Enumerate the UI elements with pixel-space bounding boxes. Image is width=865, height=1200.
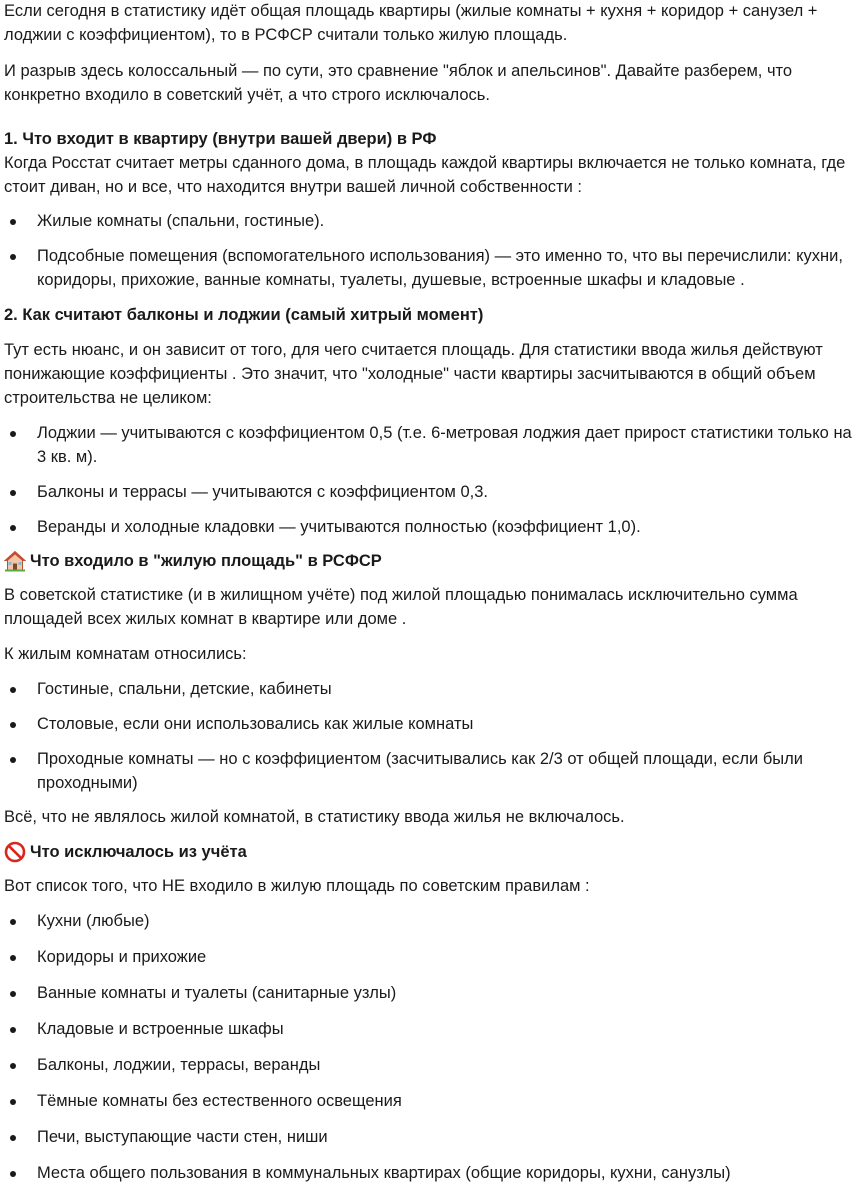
section1-text: Когда Росстат считает метры сданного дома, в площадь каждой квартиры включается не только комната, где стоит диван, но и все, что находится внутри вашей личной собственности : [4,154,846,196]
list-item: Гостиные, спальни, детские, кабинеты [4,677,854,701]
bullet-icon [10,1063,16,1069]
list-item: Печи, выступающие части стен, ниши [4,1125,854,1149]
bullet-icon [10,1135,16,1141]
section3-text: В советской статистике (и в жилищном учёте) под жилой площадью понималась исключительно сумма площадей всех жилых комнат в квартире или доме . [4,586,798,628]
list-item: Кладовые и встроенные шкафы [4,1017,854,1041]
bullet-icon [10,254,16,260]
intro-paragraph-2: И разрыв здесь колоссальный — по сути, это сравнение "яблок и апельсинов". Давайте разберем, что конкретно входило в советский учёт, а что строго исключалось. [4,62,793,104]
intro-paragraph-1: Если сегодня в статистику идёт общая площадь квартиры (жилые комнаты + кухня + коридор + санузел + лоджии с коэффициентом), то в РСФСР считали только жилую площадь. [4,2,818,44]
list-item: Ванные комнаты и туалеты (санитарные узлы) [4,981,854,1005]
section3-closing: Всё, что не являлось жилой комнатой, в статистику ввода жилья не включалось. [4,808,625,826]
section4-text: Вот список того, что НЕ входило в жилую площадь по советским правилам : [4,877,590,895]
bullet-icon [10,490,16,496]
section3-heading: Что входило в "жилую площадь" в РСФСР [4,549,854,573]
list-item: Подсобные помещения (вспомогательного использования) — это именно то, что вы перечислили: кухни, коридоры, прихожие, ванные комнаты, туалеты, душевые, встроенные шкафы и кладовые . [4,244,854,292]
list-item: Кухни (любые) [4,909,854,933]
list-item: Балконы, лоджии, террасы, веранды [4,1053,854,1077]
bullet-icon [10,431,16,437]
bullet-icon [10,525,16,531]
section2-list [4,421,854,539]
section2-heading: 2. Как считают балконы и лоджии (самый хитрый момент) [4,306,484,324]
document-body [4,0,854,1185]
list-item: Лоджии — учитываются с коэффициентом 0,5 (т.е. 6-метровая лоджия дает прирост статистики только на 3 кв. м). [4,421,854,469]
list-item: Жилые комнаты (спальни, гостиные). [4,209,854,233]
bullet-icon [10,757,16,763]
section2-text: Тут есть нюанс, и он зависит от того, для чего считается площадь. Для статистики ввода жилья действуют понижающие коэффициенты . Это значит, что "холодные" части квартиры засчитываются в общий объем строительства не целиком: [4,341,823,407]
list-item: Столовые, если они использовались как жилые комнаты [4,712,854,736]
bullet-icon [10,1099,16,1105]
section1-heading: 1. Что входит в квартиру (внутри вашей двери) в РФ [4,130,437,148]
list-item: Тёмные комнаты без естественного освещения [4,1089,854,1113]
section3-list [4,677,854,795]
list-item: Места общего пользования в коммунальных квартирах (общие коридоры, кухни, санузлы) [4,1161,854,1185]
list-item: Проходные комнаты — но с коэффициентом (засчитывались как 2/3 от общей площади, если были проходными) [4,747,854,795]
bullet-icon [10,722,16,728]
section1-list [4,209,854,292]
bullet-icon [10,919,16,925]
bullet-icon [10,1171,16,1177]
bullet-icon [10,955,16,961]
list-item: Веранды и холодные кладовки — учитываются полностью (коэффициент 1,0). [4,515,854,539]
bullet-icon [10,1027,16,1033]
house-icon [4,550,26,572]
bullet-icon [10,687,16,693]
section4-heading: Что исключалось из учёта [4,840,854,864]
list-item: Балконы и террасы — учитываются с коэффициентом 0,3. [4,480,854,504]
section3-subtext: К жилым комнатам относились: [4,645,247,663]
bullet-icon [10,219,16,225]
section4-list [4,909,854,1185]
bullet-icon [10,991,16,997]
list-item: Коридоры и прихожие [4,945,854,969]
prohibited-icon [4,841,26,863]
